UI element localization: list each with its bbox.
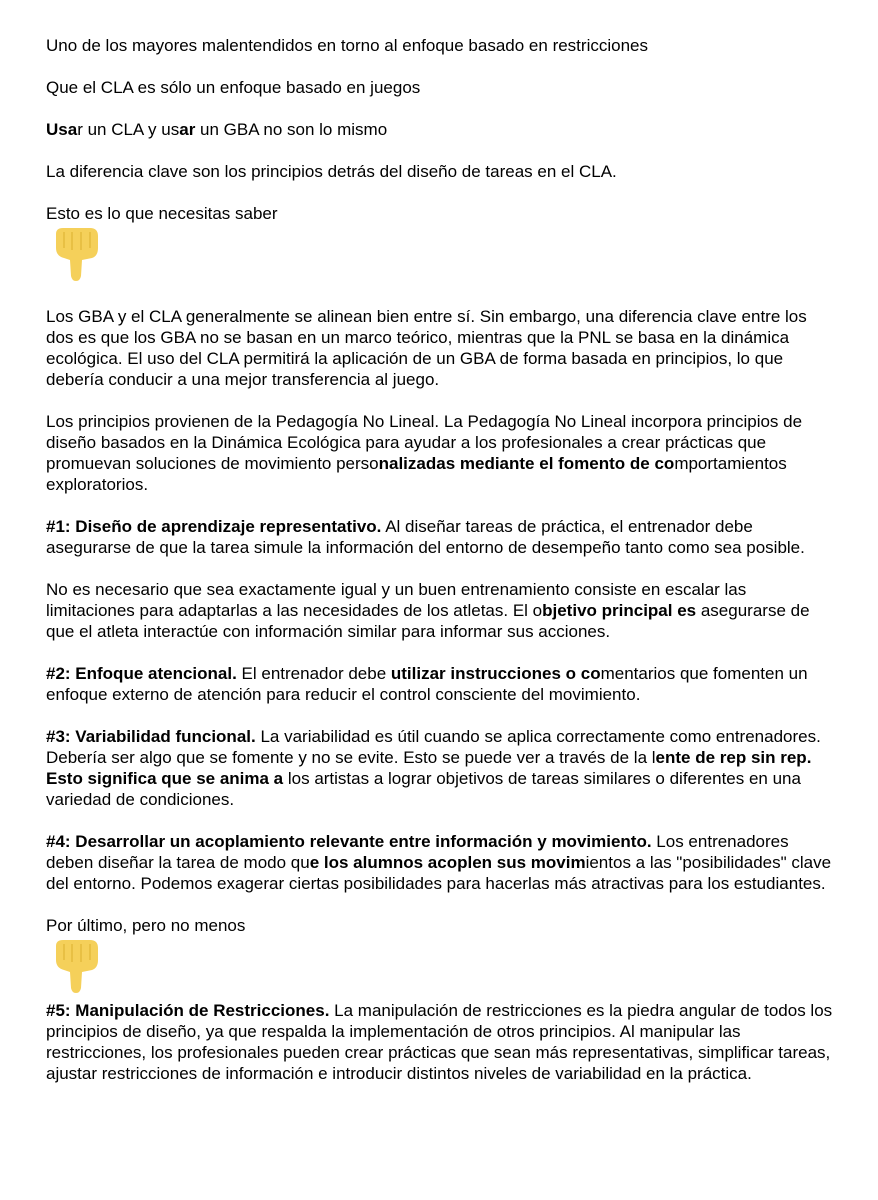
principle-5-heading: #5: Manipulación de Restricciones. [46,1001,330,1020]
text-run: r un CLA y us [77,120,180,139]
principle-5 [46,1000,836,1084]
pointing-down-hand-icon [50,226,102,282]
text-run: El entrenador debe [236,664,391,683]
text-run: Al diseñar tareas de práctica, el entrenador debe asegurarse de que la tarea simule la información del entorno de desempeño tanto como sea posible. [46,517,805,557]
text-run: asegurarse de que el atleta interactúe con información similar para informar sus acciones. [46,601,810,641]
bold-text: nalizadas mediante el fomento de co [378,454,675,473]
paragraph-key-difference: La diferencia clave son los principios detrás del diseño de tareas en el CLA. [46,162,617,181]
principle-3-heading: #3: Variabilidad funcional. [46,727,256,746]
text-run: Los entrenadores deben diseñar la tarea de modo qu [46,832,789,872]
text-run: La manipulación de restricciones es la piedra angular de todos los principios de diseño, ya que respalda la implementación de otros principios. Al manipular las restricciones, los profesionales pueden crear prácticas que sean más representativas, simplificar tareas, ajustar restricciones de información e introducir distintos niveles de variabilidad en la práctica. [46,1001,833,1083]
bold-text: ar [179,120,196,139]
bold-text: Usa [46,120,78,139]
document-body [46,35,836,1084]
paragraph-intro: Uno de los mayores malentendidos en torno al enfoque basado en restricciones [46,36,648,55]
paragraph-gba-cla: Los GBA y el CLA generalmente se alinean bien entre sí. Sin embargo, una diferencia clave entre los dos es que los GBA no se basan en un marco teórico, mientras que la PNL se basa en la dinámica ecológica. El uso del CLA permitirá la aplicación de un GBA de forma basada en principios, lo que debería conducir a una mejor transferencia al juego. [46,307,807,389]
principle-2-heading: #2: Enfoque atencional. [46,664,237,683]
text-run: mportamientos exploratorios. [46,454,787,494]
text-run: La variabilidad es útil cuando se aplica correctamente como entrenadores. Debería ser algo que se fomente y no se evite. Esto se puede ver a través de la l [46,727,821,767]
text-run: No es necesario que sea exactamente igual y un buen entrenamiento consiste en escalar las limitaciones para adaptarlas a las necesidades de los atletas. El o [46,580,747,620]
principle-2 [46,663,836,705]
principle-4 [46,831,836,894]
bold-text: ente de rep sin rep. Esto significa que se anima a [46,748,812,788]
text-run: un GBA no son lo mismo [195,120,388,139]
paragraph-last: Por último, pero no menos [46,916,246,935]
paragraph-misconception: Que el CLA es sólo un enfoque basado en juegos [46,78,421,97]
bold-text: bjetivo principal es [542,601,697,620]
text-run: ientos a las "posibilidades" clave del entorno. Podemos exagerar ciertas posibilidades para hacerlas más atractivas para los estudiantes. [46,853,832,893]
pointing-down-hand-icon [50,938,102,994]
principle-1 [46,516,836,558]
principle-4-heading: #4: Desarrollar un acoplamiento relevante entre información y movimiento. [46,832,652,851]
text-run: los artistas a lograr objetivos de tareas similares o diferentes en una variedad de condiciones. [46,769,801,809]
text-run: Los principios provienen de la Pedagogía No Lineal. La Pedagogía No Lineal incorpora principios de diseño basados en la Dinámica Ecológica para ayudar a los profesionales a crear prácticas que promuevan soluciones de movimiento perso [46,412,803,473]
paragraph-scaling [46,579,836,642]
paragraph-not-same [46,119,836,140]
paragraph-need-to-know: Esto es lo que necesitas saber [46,204,278,223]
bold-text: utilizar instrucciones o co [390,664,601,683]
paragraph-principles-origin [46,411,836,495]
principle-3 [46,726,836,810]
text-run: mentarios que fomenten un enfoque externo de atención para reducir el control consciente del movimiento. [46,664,808,704]
bold-text: e los alumnos acoplen sus movim [309,853,586,872]
principle-1-heading: #1: Diseño de aprendizaje representativo. [46,517,382,536]
